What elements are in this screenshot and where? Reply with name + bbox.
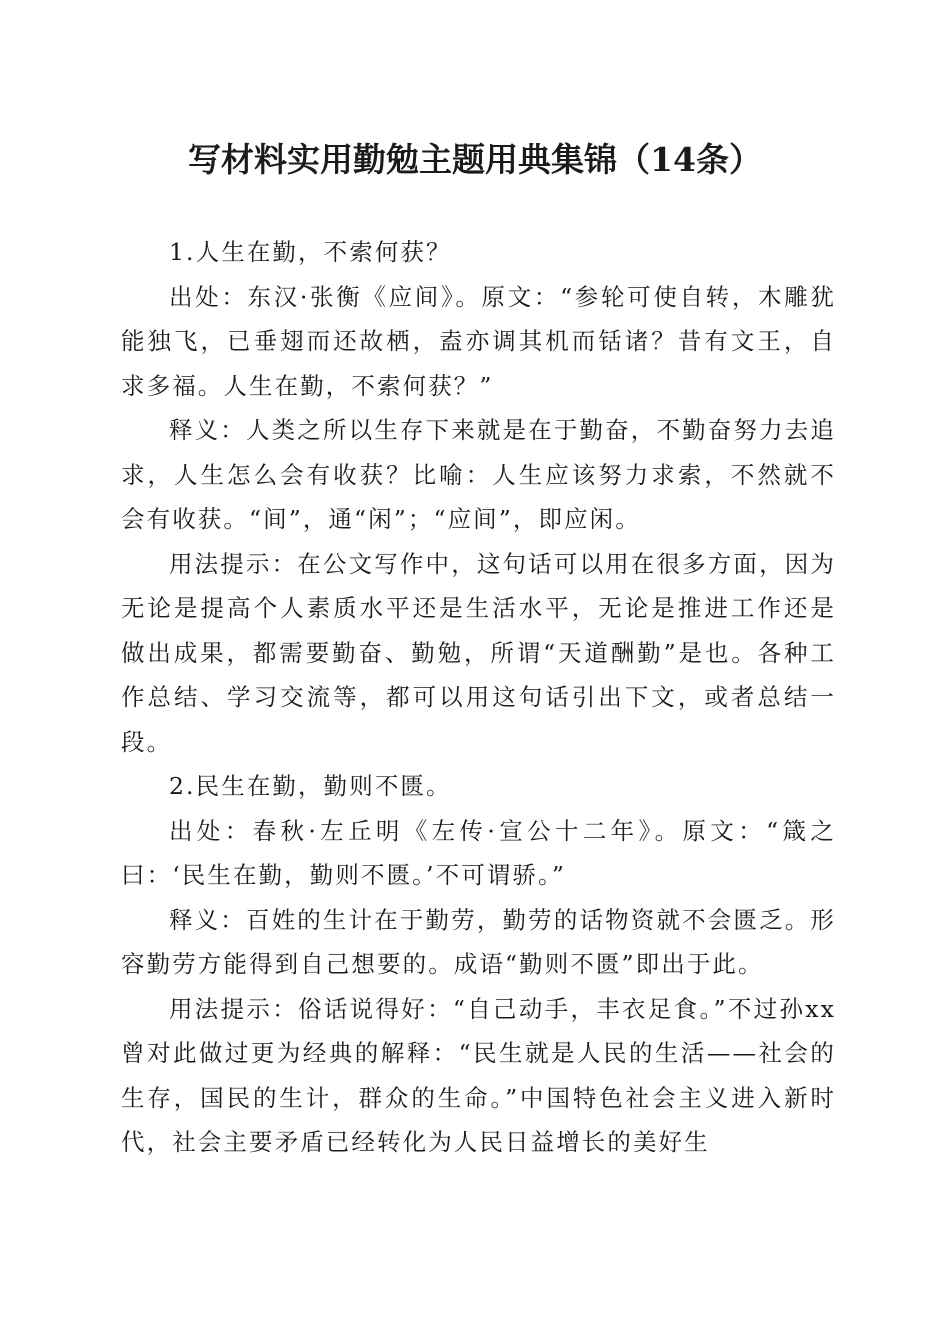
paragraph-item-1-usage: 用法提示：在公文写作中，这句话可以用在很多方面，因为无论是提高个人素质水平还是生活水平，无论是推进工作还是做出成果，都需要勤奋、勤勉，所谓“天道酬勤”是也。各种工作总结、学习交流等，都可以用这句话引出下文，或者总结一段。 <box>121 549 836 756</box>
paragraph-item-1-heading: 1.人生在勤，不索何获？ <box>169 238 452 266</box>
paragraph-item-1-source: 出处：东汉·张衡《应间》。原文：“参轮可使自转，木雕犹能独飞，已垂翅而还故栖，盍亦调其机而铦诸？昔有文王，自求多福。人生在勤，不索何获？” <box>121 282 836 400</box>
document-body <box>121 230 836 1165</box>
paragraph-item-1-meaning: 释义：人类之所以生存下来就是在于勤奋，不勤奋努力去追求，人生怎么会有收获？比喻：人生应该努力求索，不然就不会有收获。“间”，通“闲”；“应间”，即应闲。 <box>121 416 836 533</box>
paragraph-item-2-source: 出处：春秋·左丘明《左传·宣公十二年》。原文：“箴之曰：‘民生在勤，勤则不匮。’不可谓骄。” <box>121 816 836 889</box>
paragraph-item-2-meaning: 释义：百姓的生计在于勤劳，勤劳的话物资就不会匮乏。形容勤劳方能得到自己想要的。成语“勤则不匮”即出于此。 <box>121 905 836 978</box>
paragraph-item-2-heading: 2.民生在勤，勤则不匮。 <box>169 772 452 800</box>
document-title: 写材料实用勤勉主题用典集锦（14条） <box>188 140 762 179</box>
paragraph-item-2-usage: 用法提示：俗话说得好：“自己动手，丰衣足食。”不过孙xx曾对此做过更为经典的解释：“民生就是人民的生活——社会的生存，国民的生计，群众的生命。”中国特色社会主义进入新时代，社会主要矛盾已经转化为人民日益增长的美好生 <box>121 994 836 1156</box>
